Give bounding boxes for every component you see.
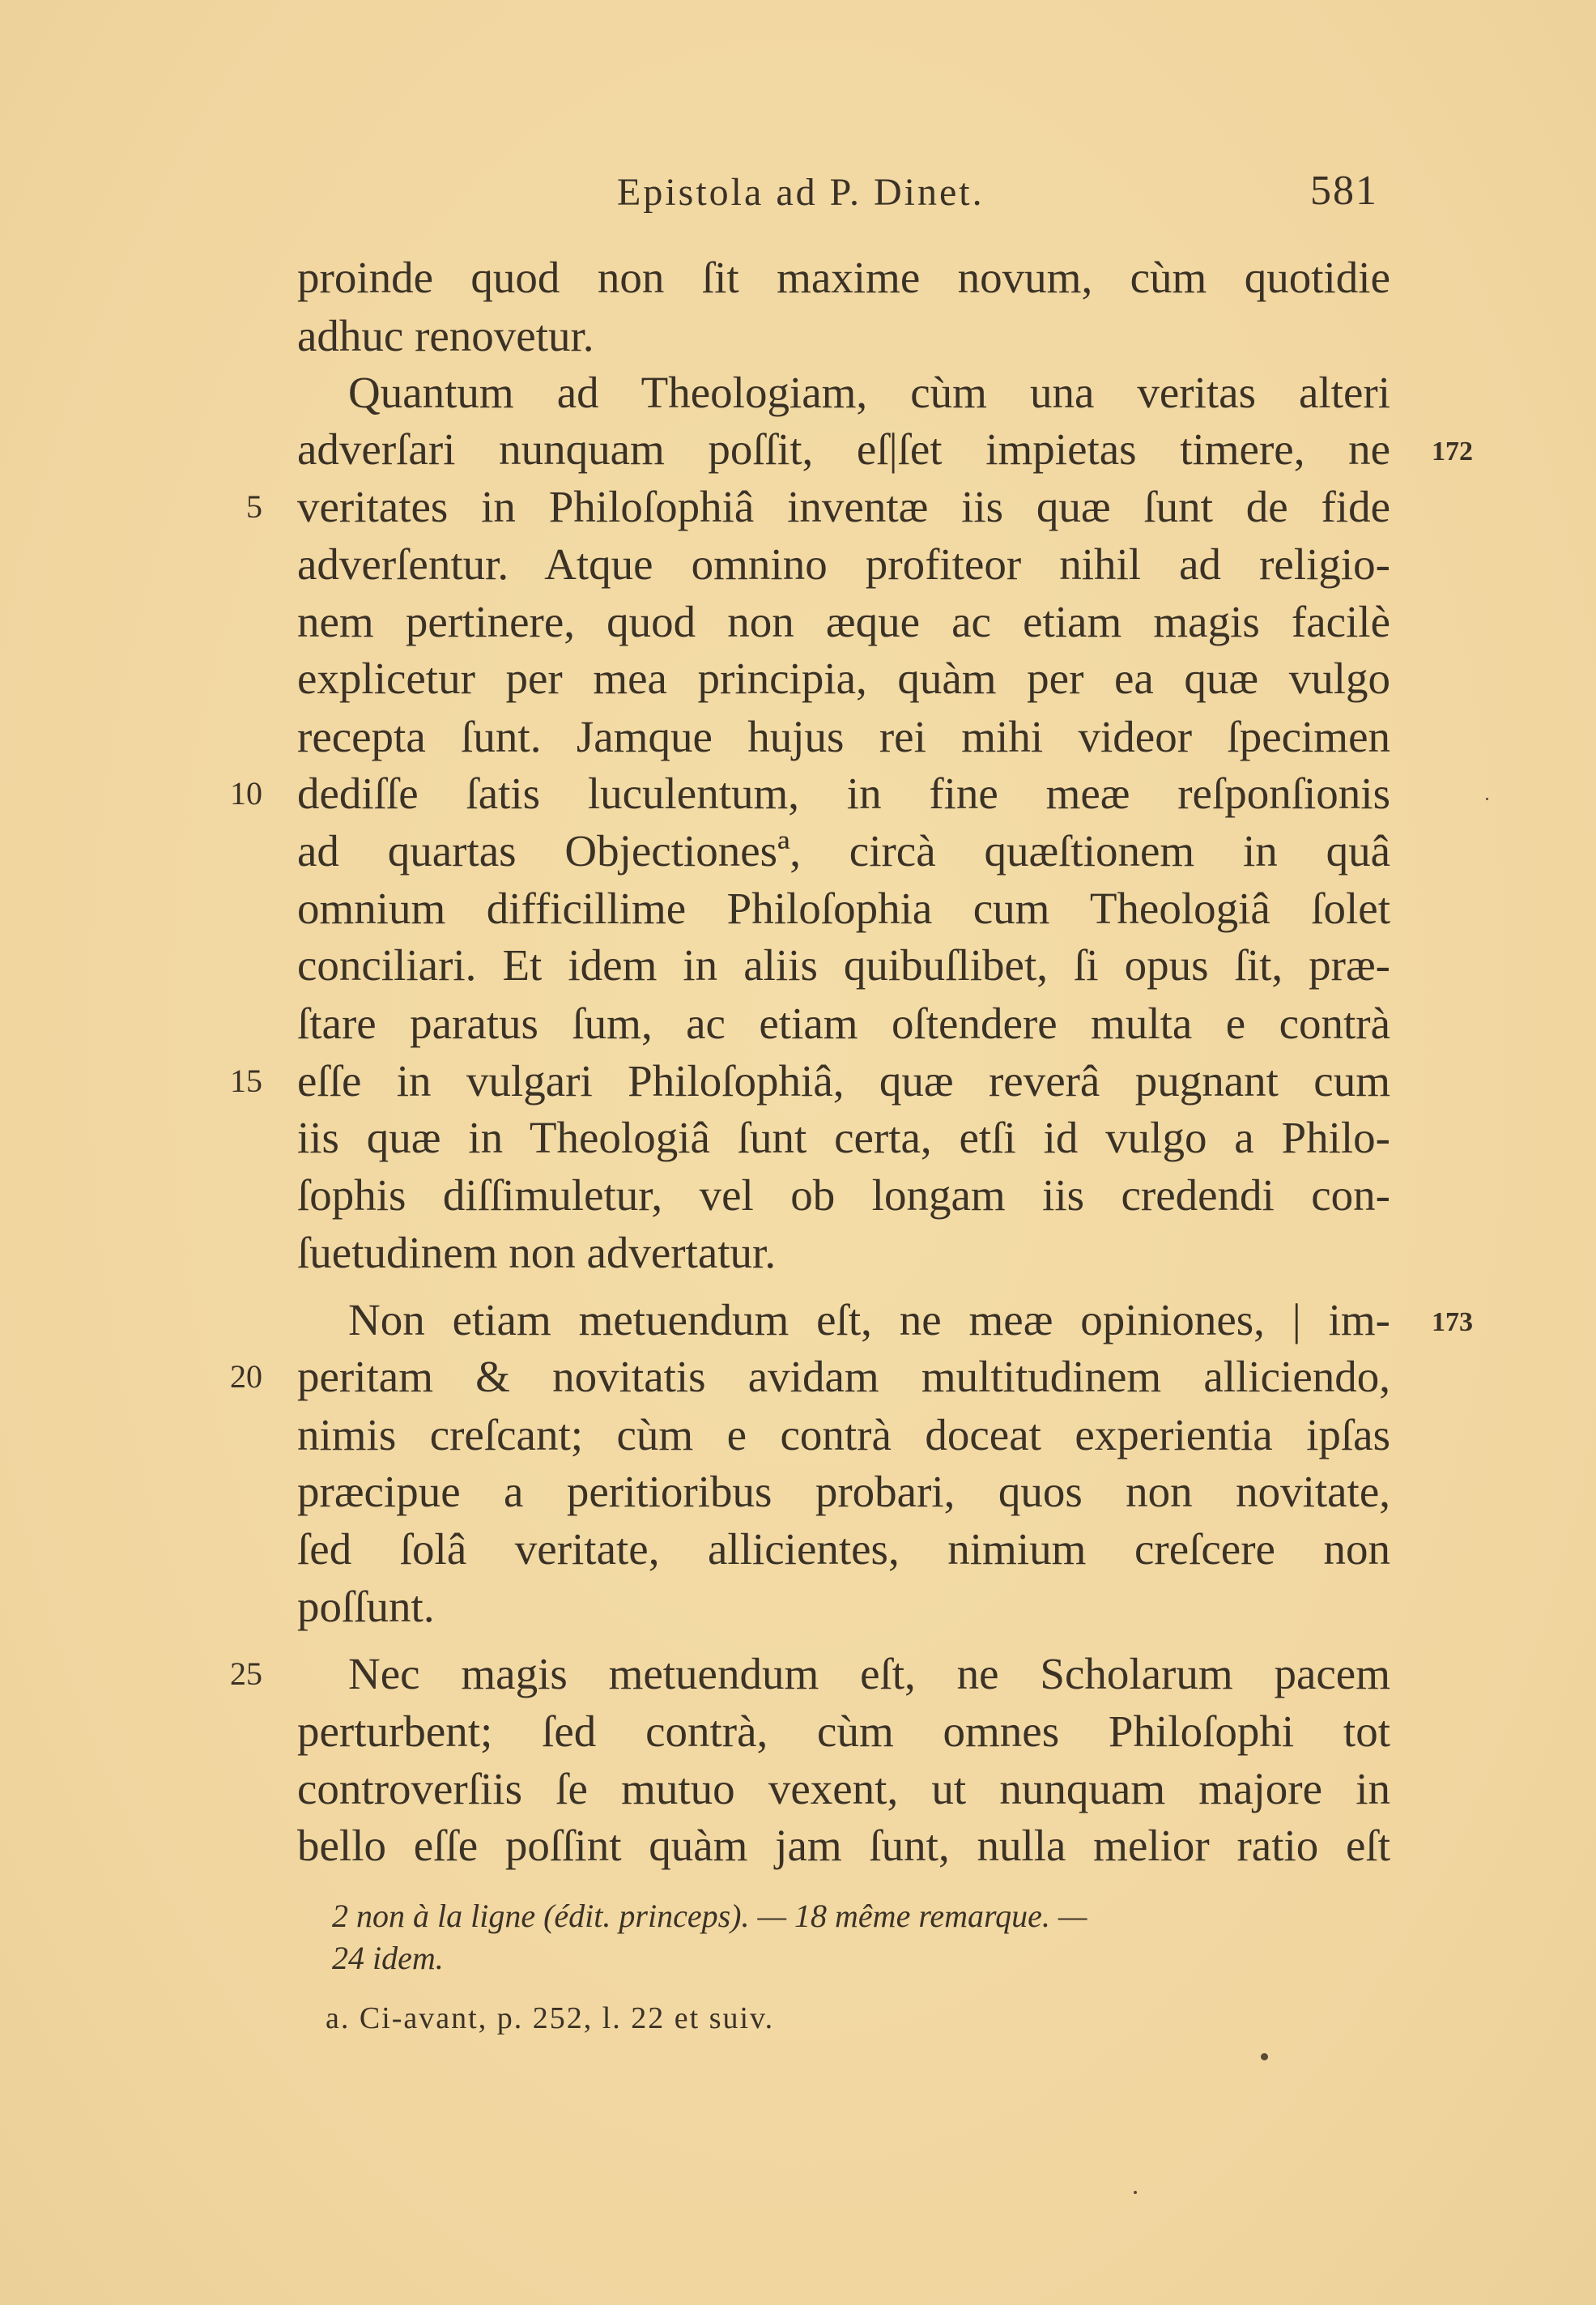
text-line: nimis creſcant; cùm e contrà doceat experientia ipſas <box>297 1410 1390 1459</box>
footnote: a. Ci-avant, p. 252, l. 22 et suiv. <box>326 2001 775 2035</box>
text-line: Non etiam metuendum eſt, ne meæ opiniones, | im- <box>348 1295 1390 1344</box>
variant-note: 2 non à la ligne (édit. princeps). — 18 même remarque. — <box>332 1898 1087 1934</box>
text-line: iis quæ in Theologiâ ſunt certa, etſi id vulgo a Philo- <box>297 1113 1390 1162</box>
text-line: ad quartas Objectionesª, circà quæſtionem in quâ <box>297 826 1390 876</box>
running-head: Epistola ad P. Dinet. <box>617 171 985 214</box>
text-line: nem pertinere, quod non æque ac etiam magis facilè <box>297 597 1390 646</box>
margin-ref: 173 <box>1432 1307 1473 1337</box>
line-number: 20 <box>230 1358 262 1395</box>
text-line: proinde quod non ſit maxime novum, cùm quotidie <box>297 253 1390 302</box>
line-number: 15 <box>230 1063 262 1099</box>
margin-ref: 172 <box>1432 437 1473 467</box>
line-number: 5 <box>246 488 262 525</box>
text-line: eſſe in vulgari Philoſophiâ, quæ reverâ pugnant cum <box>297 1056 1390 1106</box>
text-line: adhuc renovetur. <box>297 311 594 360</box>
ink-speck <box>1261 2053 1268 2060</box>
text-line: controverſiis ſe mutuo vexent, ut nunquam majore in <box>297 1764 1390 1813</box>
text-line: conciliari. Et idem in aliis quibuſlibet, ſi opus ſit, præ- <box>297 940 1390 990</box>
text-line: Quantum ad Theologiam, cùm una veritas alteri <box>348 368 1390 417</box>
text-line: perturbent; ſed contrà, cùm omnes Philoſophi tot <box>297 1706 1390 1756</box>
line-number: 10 <box>230 775 262 812</box>
text-line: dediſſe ſatis luculentum, in fine meæ reſponſionis <box>297 769 1390 818</box>
text-line: præcipue a peritioribus probari, quos non novitate, <box>297 1467 1390 1516</box>
text-line: peritam & novitatis avidam multitudinem alliciendo, <box>297 1352 1390 1401</box>
text-line: ſtare paratus ſum, ac etiam oſtendere multa e contrà <box>297 999 1390 1048</box>
text-line: adverſentur. Atque omnino profiteor nihil ad religio- <box>297 539 1390 589</box>
text-line: explicetur per mea principia, quàm per ea quæ vulgo <box>297 654 1390 703</box>
ink-speck <box>1486 798 1488 800</box>
line-number: 25 <box>230 1655 262 1692</box>
text-line: ſophis diſſimuletur, vel ob longam iis credendi con- <box>297 1170 1390 1220</box>
text-line: Nec magis metuendum eſt, ne Scholarum pacem <box>348 1649 1390 1698</box>
text-line: bello eſſe poſſint quàm jam ſunt, nulla melior ratio eſt <box>297 1821 1390 1870</box>
variant-note: 24 idem. <box>332 1940 444 1976</box>
text-line: ſed ſolâ veritate, allicientes, nimium creſcere non <box>297 1524 1390 1574</box>
text-line: poſſunt. <box>297 1582 435 1631</box>
ink-speck <box>1134 2191 1137 2194</box>
text-line: veritates in Philoſophiâ inventæ iis quæ ſunt de fide <box>297 482 1390 531</box>
text-line: omnium difficillime Philoſophia cum Theologiâ ſolet <box>297 884 1390 933</box>
page-number: 581 <box>1310 168 1378 214</box>
text-line: recepta ſunt. Jamque hujus rei mihi videor ſpecimen <box>297 712 1390 761</box>
text-line: adverſari nunquam poſſit, eſ|ſet impietas timere, ne <box>297 424 1390 474</box>
text-line: ſuetudinem non advertatur. <box>297 1228 777 1277</box>
